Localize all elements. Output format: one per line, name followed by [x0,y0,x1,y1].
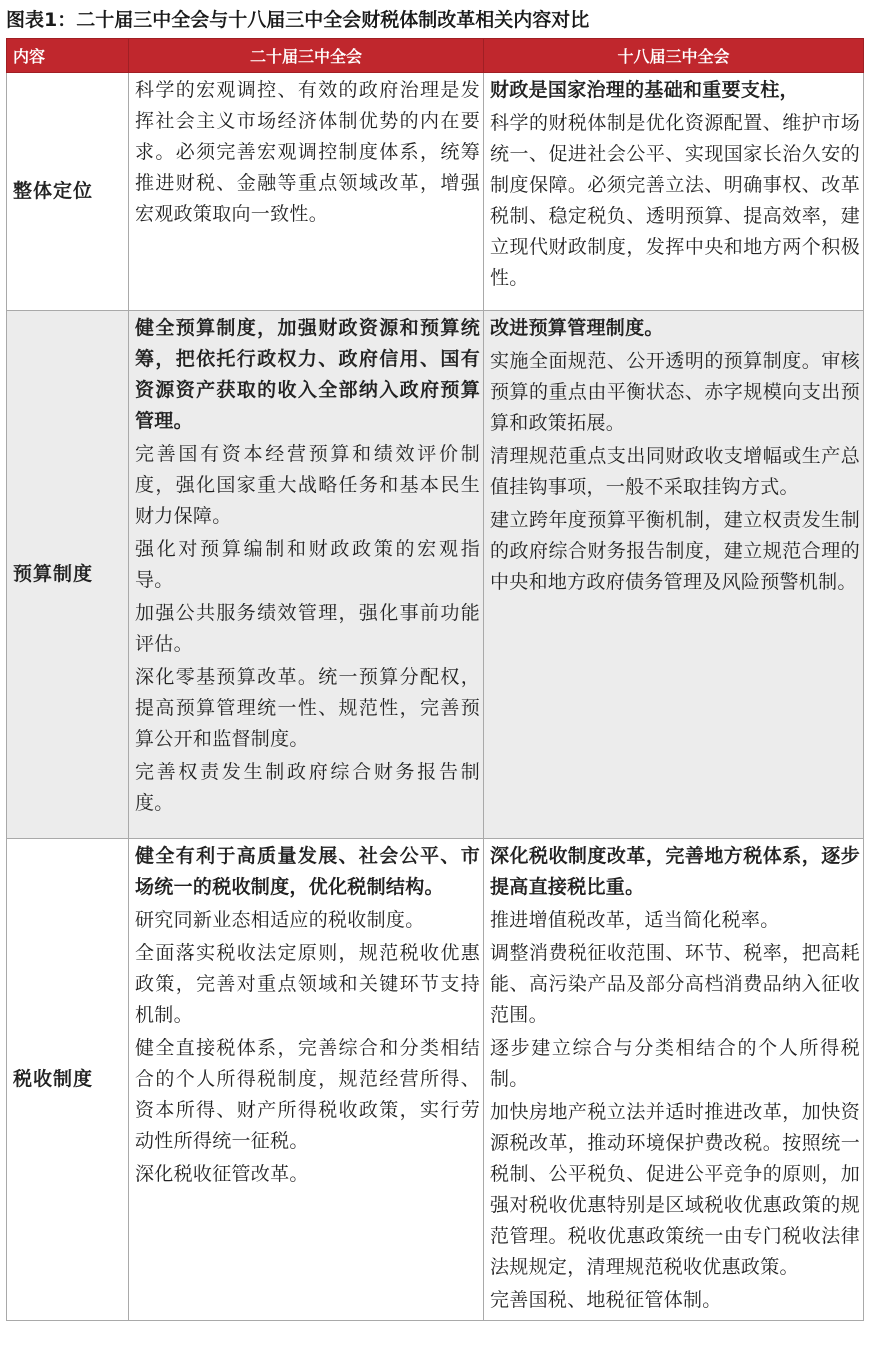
paragraph: 深化税收征管改革。 [135,1163,309,1185]
paragraph: 完善国有资本经营预算和绩效评价制度，强化国家重大战略任务和基本民生财力保障。 [135,443,480,527]
cell-20th [129,73,484,311]
paragraph: 科学的宏观调控、有效的政府治理是发挥社会主义市场经济体制优势的内在要求。必须完善宏观调控制度体系，统筹推进财税、金融等重点领域改革，增强宏观政策取向一致性。 [135,79,480,225]
header-18th-plenum: 十八届三中全会 [484,39,864,73]
cell-20th [129,311,484,839]
row-label: 税收制度 [7,839,129,1321]
cell-18th [484,839,864,1321]
paragraph: 深化税收制度改革，完善地方税体系，逐步提高直接税比重。 [490,845,860,898]
cell-18th [484,311,864,839]
paragraph: 加快房地产税立法并适时推进改革，加快资源税改革，推动环境保护费改税。按照统一税制、公平税负、促进公平竞争的原则，加强对税收优惠特别是区域税收优惠政策的规范管理。税收优惠政策统一由专门税收法律法规规定，清理规范税收优惠政策。 [490,1101,860,1278]
table-row-budget-system [7,311,864,839]
table-row-tax-system [7,839,864,1321]
paragraph: 完善国税、地税征管体制。 [490,1289,722,1311]
paragraph: 推进增值税改革，适当简化税率。 [490,909,780,931]
paragraph: 改进预算管理制度。 [490,317,664,339]
cell-18th [484,73,864,311]
paragraph: 科学的财税体制是优化资源配置、维护市场统一、促进社会公平、实现国家长治久安的制度保障。必须完善立法、明确事权、改革税制、稳定税负、透明预算、提高效率，建立现代财政制度，发挥中央和地方两个积极性。 [490,112,860,289]
header-20th-plenum: 二十届三中全会 [129,39,484,73]
figure-title: 图表1：二十届三中全会与十八届三中全会财税体制改革相关内容对比 [6,9,590,31]
paragraph: 调整消费税征收范围、环节、税率，把高耗能、高污染产品及部分高档消费品纳入征收范围。 [490,942,860,1026]
paragraph: 财政是国家治理的基础和重要支柱， [490,79,799,101]
paragraph: 完善权责发生制政府综合财务报告制度。 [135,761,480,814]
table-header-row [7,39,864,73]
paragraph: 研究同新业态相适应的税收制度。 [135,909,425,931]
paragraph: 清理规范重点支出同财政收支增幅或生产总值挂钩事项，一般不采取挂钩方式。 [490,445,860,498]
cell-20th [129,839,484,1321]
paragraph: 健全预算制度，加强财政资源和预算统筹，把依托行政权力、政府信用、国有资源资产获取的收入全部纳入政府预算管理。 [135,317,480,432]
paragraph: 实施全面规范、公开透明的预算制度。审核预算的重点由平衡状态、赤字规模向支出预算和政策拓展。 [490,350,860,434]
paragraph: 建立跨年度预算平衡机制，建立权责发生制的政府综合财务报告制度，建立规范合理的中央和地方政府债务管理及风险预警机制。 [490,509,860,593]
paragraph: 逐步建立综合与分类相结合的个人所得税制。 [490,1037,860,1090]
paragraph: 健全有利于高质量发展、社会公平、市场统一的税收制度，优化税制结构。 [135,845,480,898]
row-label: 预算制度 [7,311,129,839]
paragraph: 深化零基预算改革。统一预算分配权，提高预算管理统一性、规范性，完善预算公开和监督制度。 [135,666,480,750]
paragraph: 强化对预算编制和财政政策的宏观指导。 [135,538,480,591]
header-content: 内容 [7,39,129,73]
comparison-table [6,38,864,1321]
row-label: 整体定位 [7,73,129,311]
paragraph: 全面落实税收法定原则，规范税收优惠政策，完善对重点领域和关键环节支持机制。 [135,942,480,1026]
table-row-overall-positioning [7,73,864,311]
paragraph: 健全直接税体系，完善综合和分类相结合的个人所得税制度，规范经营所得、资本所得、财产所得税收政策，实行劳动性所得统一征税。 [135,1037,480,1152]
paragraph: 加强公共服务绩效管理，强化事前功能评估。 [135,602,480,655]
